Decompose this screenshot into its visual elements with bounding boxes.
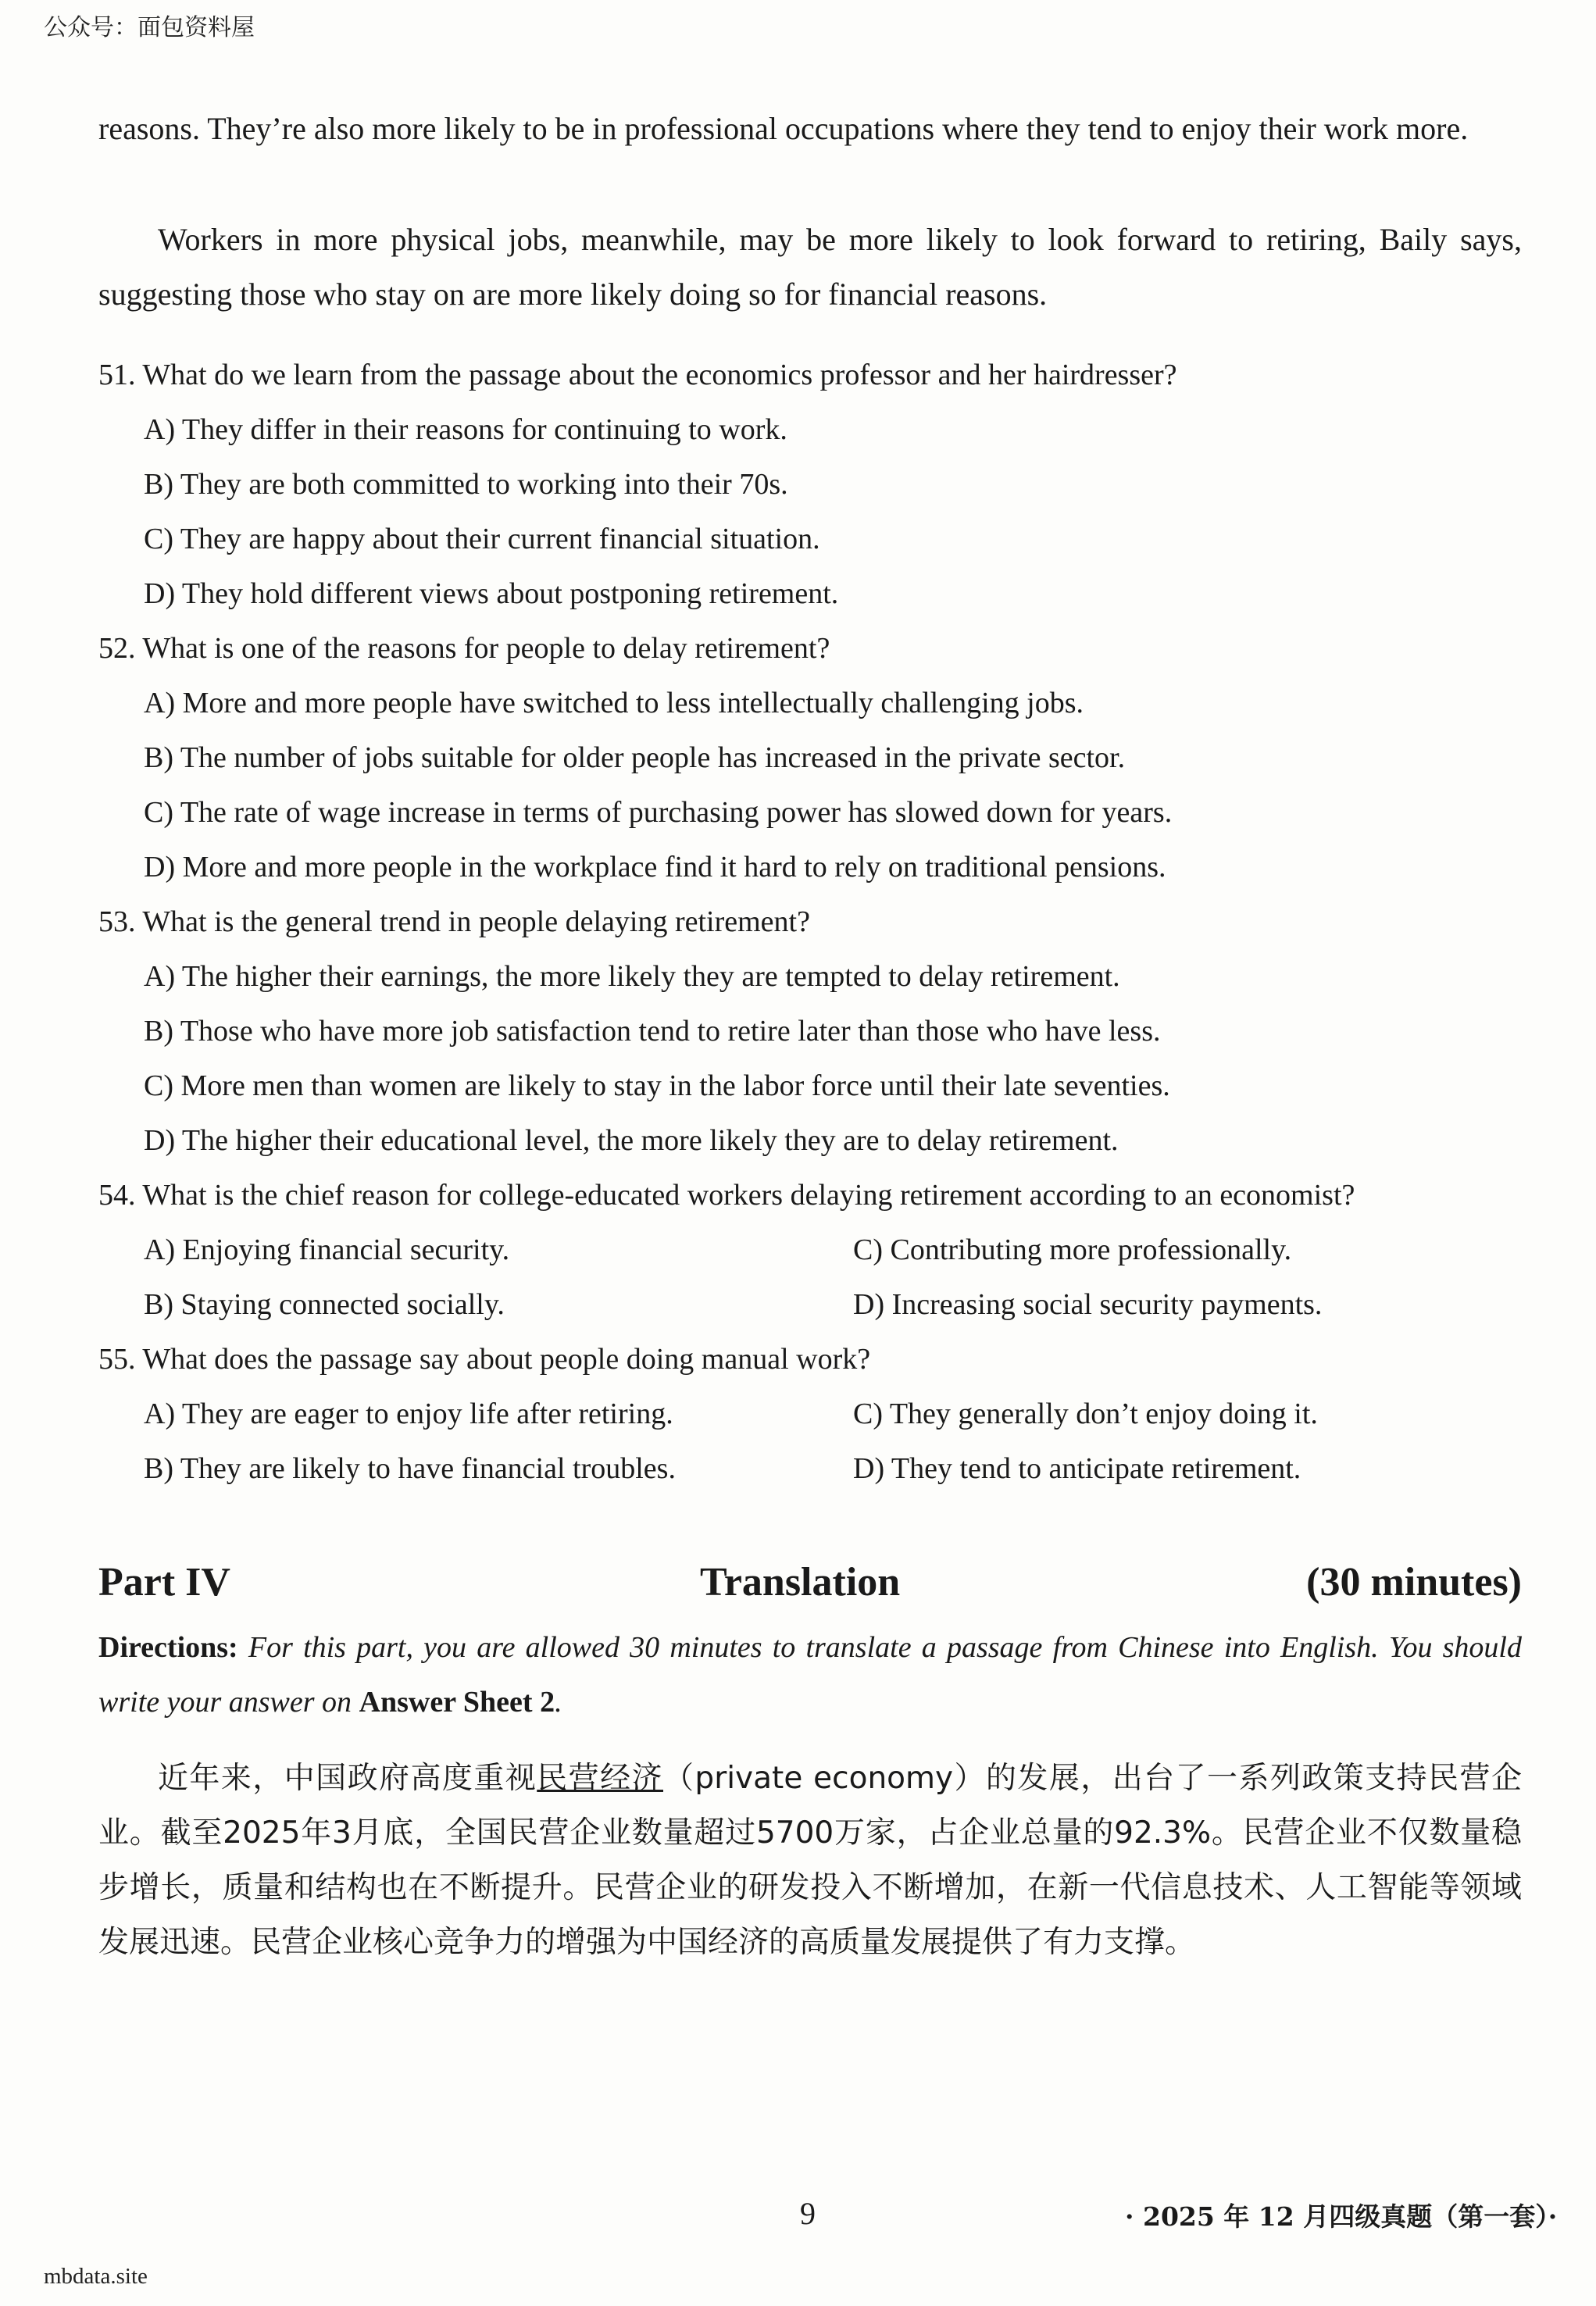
header-watermark: 公众号：面包资料屋 bbox=[44, 14, 255, 41]
question-54-option-d[interactable]: D) Increasing social security payments. bbox=[853, 1288, 1323, 1321]
question-55-option-a[interactable]: A) They are eager to enjoy life after retiring. bbox=[144, 1398, 673, 1430]
question-52-option-a[interactable]: A) More and more people have switched to less intellectually challenging jobs. bbox=[144, 687, 1084, 719]
question-55-option-c[interactable]: C) They generally don’t enjoy doing it. bbox=[853, 1398, 1318, 1430]
question-51-option-b[interactable]: B) They are both committed to working into their 70s. bbox=[144, 468, 788, 501]
page-number: 9 bbox=[800, 2196, 816, 2231]
question-54-option-b[interactable]: B) Staying connected socially. bbox=[144, 1288, 505, 1321]
question-55-stem: 55. What does the passage say about people doing manual work? bbox=[98, 1343, 871, 1376]
question-54-option-c[interactable]: C) Contributing more professionally. bbox=[853, 1233, 1292, 1266]
passage-paragraph-1: reasons. They’re also more likely to be in professional occupations where they tend to enjoy their work more. bbox=[98, 111, 1469, 146]
directions-label: Directions: bbox=[98, 1631, 238, 1664]
translation-text-2: （private economy）的发展，出台了一系列政策支持民营企业。截至2025年3月底，全国民营企业数量超过5700万家，占企业总量的92.3%。民营企业不仅数量稳步增长，质量和结构也在不断提升。民营企业的研发投入不断增加，在新一代信息技术、人工智能等领域发展迅速。民营企业核心竞争力的增强为中国经济的高质量发展提供了有力支撑。 bbox=[98, 1761, 1522, 1960]
question-54-option-a[interactable]: A) Enjoying financial security. bbox=[144, 1233, 510, 1266]
question-51-option-d[interactable]: D) They hold different views about postponing retirement. bbox=[144, 577, 839, 610]
question-53-option-d[interactable]: D) The higher their educational level, the more likely they are to delay retirement. bbox=[144, 1124, 1119, 1157]
question-51-option-c[interactable]: C) They are happy about their current financial situation. bbox=[144, 523, 820, 555]
question-53-stem: 53. What is the general trend in people delaying retirement? bbox=[98, 905, 810, 938]
question-53-option-b[interactable]: B) Those who have more job satisfaction tend to retire later than those who have less. bbox=[144, 1015, 1161, 1048]
directions-answer-sheet: Answer Sheet 2 bbox=[359, 1686, 555, 1719]
directions-text: For this part, you are allowed 30 minutes to translate a passage from Chinese into English. You should write your answer on bbox=[98, 1631, 1522, 1719]
passage-paragraph-2: Workers in more physical jobs, meanwhile, may be more likely to look forward to retiring, Baily says, suggesting those who stay on are more likely doing so for financial reasons. bbox=[98, 222, 1522, 312]
part-name: Translation bbox=[700, 1560, 901, 1605]
part-time: (30 minutes) bbox=[1306, 1560, 1522, 1605]
part-heading bbox=[98, 1559, 1522, 1614]
question-52-stem: 52. What is one of the reasons for people to delay retirement? bbox=[98, 632, 830, 665]
part-directions bbox=[98, 1620, 1522, 1730]
question-51-stem: 51. What do we learn from the passage about the economics professor and her hairdresser? bbox=[98, 359, 1177, 391]
footer-site: mbdata.site bbox=[44, 2264, 148, 2289]
question-52-option-b[interactable]: B) The number of jobs suitable for older people has increased in the private sector. bbox=[144, 741, 1126, 774]
question-53-option-a[interactable]: A) The higher their earnings, the more likely they are tempted to delay retirement. bbox=[144, 960, 1120, 993]
question-52-option-d[interactable]: D) More and more people in the workplace find it hard to rely on traditional pensions. bbox=[144, 851, 1166, 883]
translation-text-1: 近年来，中国政府高度重视 bbox=[158, 1761, 537, 1796]
directions-end: . bbox=[555, 1686, 562, 1719]
question-55-option-b[interactable]: B) They are likely to have financial troubles. bbox=[144, 1452, 676, 1485]
exam-label: · 2025 年 12 月四级真题（第一套）· bbox=[1125, 2201, 1558, 2232]
question-55-option-d[interactable]: D) They tend to anticipate retirement. bbox=[853, 1452, 1301, 1485]
question-53-option-c[interactable]: C) More men than women are likely to stay in the labor force until their late seventies. bbox=[144, 1069, 1170, 1102]
question-52-option-c[interactable]: C) The rate of wage increase in terms of purchasing power has slowed down for years. bbox=[144, 796, 1173, 829]
question-54-stem: 54. What is the chief reason for college-educated workers delaying retirement according to an economist? bbox=[98, 1179, 1355, 1212]
question-51-option-a[interactable]: A) They differ in their reasons for continuing to work. bbox=[144, 413, 787, 446]
part-title: Part IV bbox=[98, 1560, 230, 1605]
translation-term: 民营经济 bbox=[537, 1761, 663, 1796]
translation-passage bbox=[98, 1751, 1522, 1970]
